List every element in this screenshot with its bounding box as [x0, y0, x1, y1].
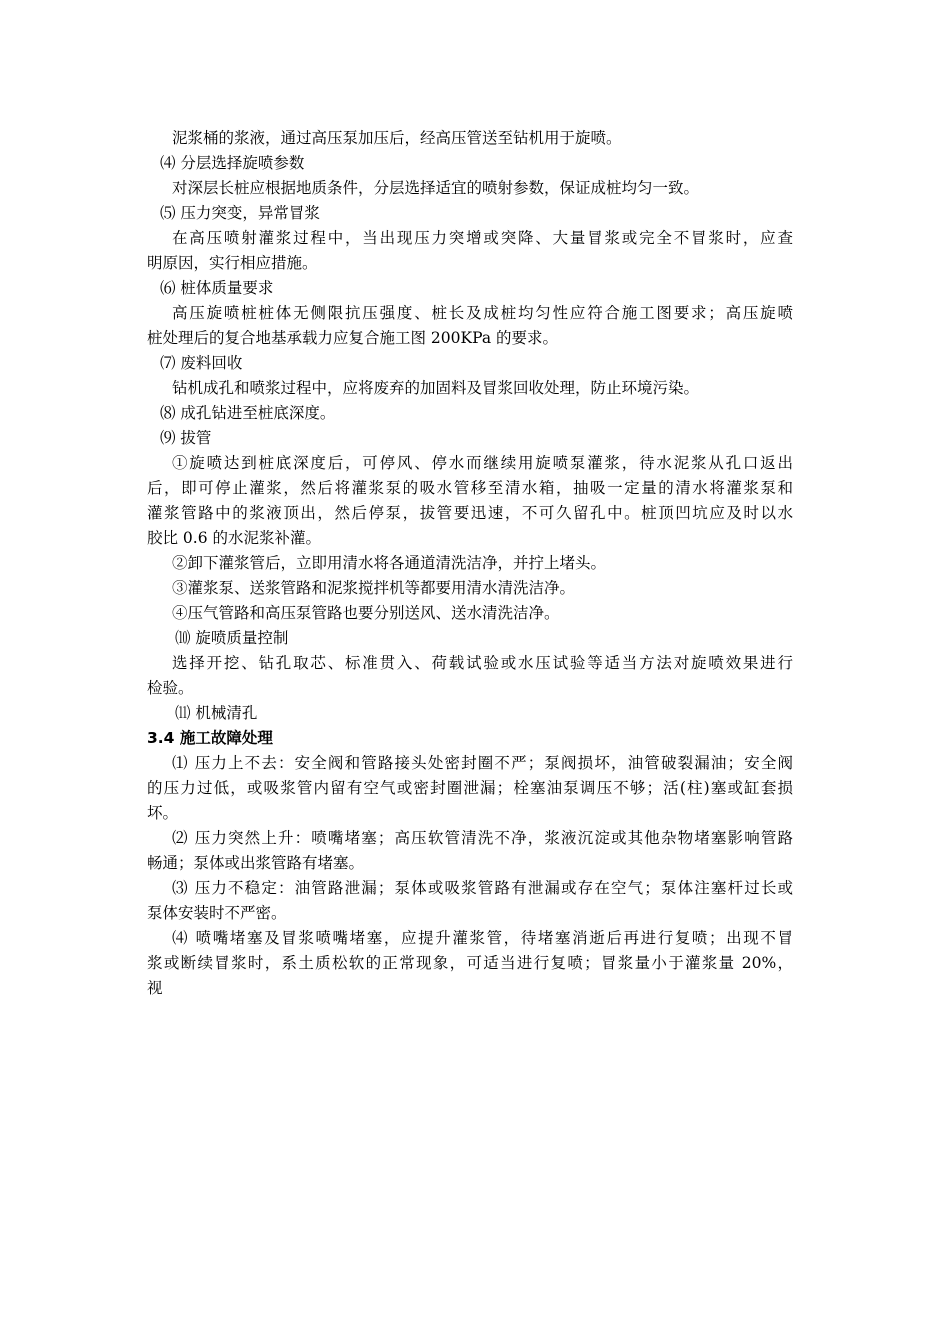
paragraph-line: 检验。 [147, 679, 194, 697]
paragraph-line: ①旋喷达到桩底深度后，可停风、停水而继续用旋喷泵灌浆，待水泥浆从孔口返出 [172, 454, 793, 472]
paragraph-line: 灌浆管路中的浆液顶出，然后停泵，拔管要迅速，不可久留孔中。桩顶凹坑应及时以水 [147, 504, 793, 522]
paragraph-line: 坏。 [147, 804, 179, 822]
section-heading: ⑻ 成孔钻进至桩底深度。 [160, 404, 336, 422]
section-heading: ⑷ 分层选择旋喷参数 [160, 154, 305, 172]
section-heading: ⑽ 旋喷质量控制 [175, 629, 289, 647]
paragraph-line: ②卸下灌浆管后，立即用清水将各通道清洗洁净，并拧上堵头。 [172, 554, 607, 572]
paragraph-line: ⑶ 压力不稳定：油管路泄漏；泵体或吸浆管路有泄漏或存在空气；泵体注塞杆过长或 [172, 879, 793, 897]
section-heading: ⑹ 桩体质量要求 [160, 279, 274, 297]
section-heading: ⑺ 废料回收 [160, 354, 243, 372]
paragraph-line: 胶比 0.6 的水泥浆补灌。 [147, 529, 322, 547]
paragraph-line: ④压气管路和高压泵管路也要分别送风、送水清洗洁净。 [172, 604, 560, 622]
paragraph-line: 泵体安装时不严密。 [147, 904, 287, 922]
paragraph-line: 明原因，实行相应措施。 [147, 254, 318, 272]
paragraph-line: ⑷ 喷嘴堵塞及冒浆喷嘴堵塞，应提升灌浆管，待堵塞消逝后再进行复喷；出现不冒 [172, 929, 793, 947]
paragraph-line: ③灌浆泵、送浆管路和泥浆搅拌机等都要用清水清洗洁净。 [172, 579, 576, 597]
paragraph-line: 泥浆桶的浆液，通过高压泵加压后，经高压管送至钻机用于旋喷。 [172, 129, 622, 147]
paragraph-line: 浆或断续冒浆时，系土质松软的正常现象，可适当进行复喷；冒浆量小于灌浆量 20%， [147, 954, 793, 972]
subsection-title: 3.4 施工故障处理 [147, 729, 273, 747]
section-heading: ⑸ 压力突变，异常冒浆 [160, 204, 320, 222]
section-heading: ⑾ 机械清孔 [175, 704, 258, 722]
paragraph-line: 高压旋喷桩桩体无侧限抗压强度、桩长及成桩均匀性应符合施工图要求；高压旋喷 [172, 304, 793, 322]
paragraph-line: 钻机成孔和喷浆过程中，应将废弃的加固料及冒浆回收处理，防止环境污染。 [172, 379, 700, 397]
paragraph-line: ⑴ 压力上不去：安全阀和管路接头处密封圈不严；泵阀损坏，油管破裂漏油；安全阀 [172, 754, 793, 772]
paragraph-line: 后，即可停止灌浆，然后将灌浆泵的吸水管移至清水箱，抽吸一定量的清水将灌浆泵和 [147, 479, 793, 497]
paragraph-line: 的压力过低，或吸浆管内留有空气或密封圈泄漏；栓塞油泵调压不够；活(柱)塞或缸套损 [147, 779, 793, 797]
paragraph-line: 畅通；泵体或出浆管路有堵塞。 [147, 854, 365, 872]
paragraph-line: ⑵ 压力突然上升：喷嘴堵塞；高压软管清洗不净，浆液沉淀或其他杂物堵塞影响管路 [172, 829, 793, 847]
paragraph-line: 在高压喷射灌浆过程中，当出现压力突增或突降、大量冒浆或完全不冒浆时，应查 [172, 229, 793, 247]
section-heading: ⑼ 拔管 [160, 429, 212, 447]
paragraph-line: 选择开挖、钻孔取芯、标准贯入、荷载试验或水压试验等适当方法对旋喷效果进行 [172, 654, 793, 672]
paragraph-line: 视 [147, 979, 163, 997]
paragraph-line: 对深层长桩应根据地质条件，分层选择适宜的喷射参数，保证成桩均匀一致。 [172, 179, 700, 197]
paragraph-line: 桩处理后的复合地基承载力应复合施工图 200KPa 的要求。 [147, 329, 558, 347]
